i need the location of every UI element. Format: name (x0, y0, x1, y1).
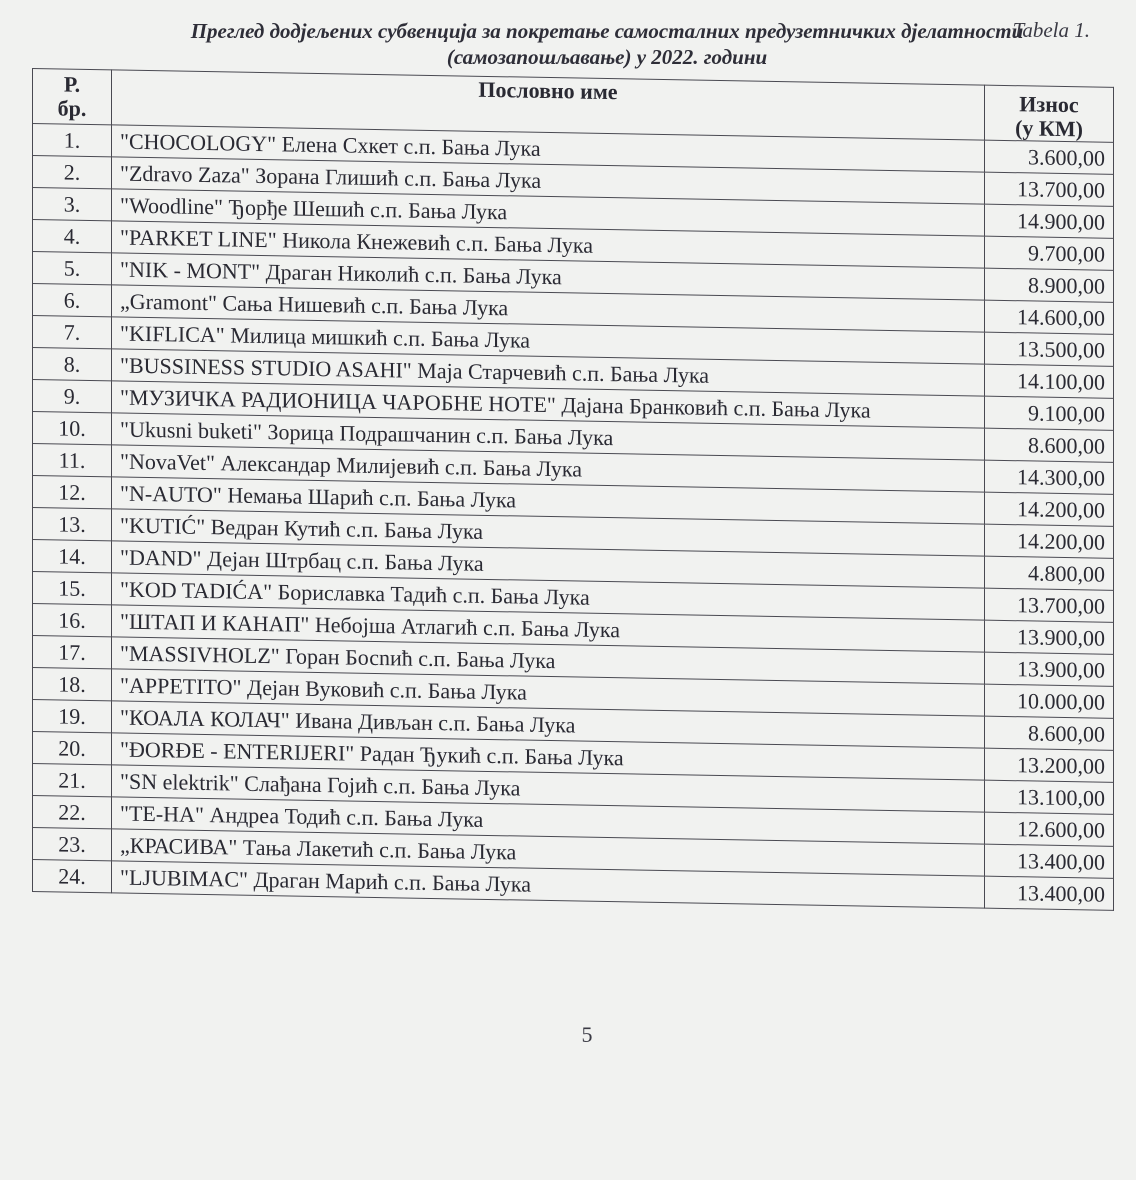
subsidy-amount: 13.400,00 (985, 876, 1114, 910)
row-number: 1. (33, 124, 112, 157)
subsidy-amount: 8.600,00 (985, 428, 1114, 462)
column-header-number-line-1: Р. (63, 71, 81, 97)
row-number: 15. (33, 572, 112, 605)
row-number: 10. (33, 412, 112, 445)
row-number: 3. (33, 188, 112, 221)
subsidy-amount: 13.900,00 (985, 620, 1114, 654)
business-name: "ШТАП И КАНАП" Небојша Атлагић с.п. Бања Лука (112, 605, 985, 652)
subsidy-amount: 9.100,00 (985, 396, 1114, 430)
subsidy-amount: 4.800,00 (985, 556, 1114, 590)
business-name: "NovaVet" Александар Милијевић с.п. Бања Лука (112, 445, 985, 492)
business-name: "DAND" Дејан Штрбац с.п. Бања Лука (112, 541, 985, 588)
business-name: "KOD TADIĆA" Бориславка Тадић с.п. Бања Лука (112, 573, 985, 620)
row-number: 4. (33, 220, 112, 253)
subsidy-amount: 14.600,00 (985, 300, 1114, 334)
row-number: 13. (33, 508, 112, 541)
subsidy-amount: 13.700,00 (985, 588, 1114, 622)
subsidy-amount: 14.200,00 (985, 492, 1114, 526)
subsidy-amount: 8.900,00 (985, 268, 1114, 302)
row-number: 23. (33, 828, 112, 861)
business-name: "NIK - MONT" Драган Николић с.п. Бања Лука (112, 253, 985, 300)
subsidy-amount: 9.700,00 (985, 236, 1114, 270)
row-number: 21. (33, 764, 112, 797)
row-number: 19. (33, 700, 112, 733)
business-name: "LJUBIMAC" Драган Марић с.п. Бања Лука (112, 861, 985, 908)
subsidy-amount: 13.100,00 (985, 780, 1114, 814)
business-name: "N-AUTO" Немања Шарић с.п. Бања Лука (112, 477, 985, 524)
row-number: 5. (33, 252, 112, 285)
column-header-amount (985, 85, 1114, 142)
row-number: 12. (33, 476, 112, 509)
business-name: "SN elektrik" Слађана Гојић с.п. Бања Лука (112, 765, 985, 812)
subsidy-amount: 13.200,00 (985, 748, 1114, 782)
subsidy-amount: 12.600,00 (985, 812, 1114, 846)
row-number: 22. (33, 796, 112, 829)
row-number: 16. (33, 604, 112, 637)
column-header-amount-line-1: Износ (1019, 91, 1079, 118)
business-name: "KUTIĆ" Ведран Кутић с.п. Бања Лука (112, 509, 985, 556)
subsidy-amount: 13.700,00 (985, 172, 1114, 206)
row-number: 20. (33, 732, 112, 765)
subsidy-amount: 8.600,00 (985, 716, 1114, 750)
business-name: „КРАСИВА" Тања Лакетић с.п. Бања Лука (112, 829, 985, 876)
column-header-number (33, 69, 112, 125)
row-number: 6. (33, 284, 112, 317)
business-name: "КОАЛА КОЛАЧ" Ивана Дивљан с.п. Бања Лука (112, 701, 985, 748)
row-number: 7. (33, 316, 112, 349)
business-name: "МУЗИЧКА РАДИОНИЦА ЧАРОБНЕ НОТЕ" Дајана Бранковић с.п. Бања Лука (112, 381, 985, 428)
business-name: "CHOCOLOGY" Елена Схкет с.п. Бања Лука (112, 125, 985, 172)
subsidy-amount: 14.300,00 (985, 460, 1114, 494)
business-name: "KIFLICA" Милица мишкић с.п. Бања Лука (112, 317, 985, 364)
subsidy-amount: 14.900,00 (985, 204, 1114, 238)
subsidy-amount: 14.200,00 (985, 524, 1114, 558)
table-label: Tabela 1. (1012, 18, 1090, 42)
row-number: 11. (33, 444, 112, 477)
row-number: 14. (33, 540, 112, 573)
subsidies-table (32, 68, 1114, 911)
subsidy-amount: 13.500,00 (985, 332, 1114, 366)
subsidy-amount: 10.000,00 (985, 684, 1114, 718)
row-number: 2. (33, 156, 112, 189)
business-name: "PARKET LINE" Никола Кнежевић с.п. Бања Лука (112, 221, 985, 268)
table-body (33, 124, 1114, 911)
column-header-amount-line-2: (у КМ) (1015, 115, 1083, 142)
row-number: 8. (33, 348, 112, 381)
subsidy-amount: 14.100,00 (985, 364, 1114, 398)
row-number: 24. (33, 860, 112, 893)
business-name: "BUSSINESS STUDIO ASAHI" Маја Старчевић с.п. Бања Лука (112, 349, 985, 396)
column-header-number-line-2: бр. (57, 95, 87, 121)
business-name: "Zdravo Zaza" Зорана Глишић с.п. Бања Лука (112, 157, 985, 204)
column-header-business-name: Пословно име (112, 70, 985, 140)
row-number: 17. (33, 636, 112, 669)
subsidy-amount: 3.600,00 (985, 140, 1114, 174)
row-number: 9. (33, 380, 112, 413)
page-number: 5 (581, 1022, 593, 1047)
row-number: 18. (33, 668, 112, 701)
subsidy-amount: 13.900,00 (985, 652, 1114, 686)
subsidy-amount: 13.400,00 (985, 844, 1114, 878)
business-name: „Gramont" Сања Нишевић с.п. Бања Лука (112, 285, 985, 332)
document-title-line-2: (самозапошљавање) у 2022. години (446, 45, 768, 69)
business-name: "Ukusni buketi" Зорица Подрашчанин с.п. Бања Лука (112, 413, 985, 460)
business-name: "Woodline" Ђорђе Шешић с.п. Бања Лука (112, 189, 985, 236)
business-name: "ĐORĐE - ENTERIJERI" Радан Ђукић с.п. Бања Лука (112, 733, 985, 780)
document-title-line-1: Преглед додјељених субвенција за покретање самосталних предузетничких дјелатности (190, 19, 1024, 43)
business-name: "ТЕ-НА" Андреа Тодић с.п. Бања Лука (112, 797, 985, 844)
business-name: "APPETITO" Дејан Вуковић с.п. Бања Лука (112, 669, 985, 716)
document-title (112, 18, 1102, 70)
business-name: "MASSIVHOLZ" Горан Босnић с.п. Бања Лука (112, 637, 985, 684)
